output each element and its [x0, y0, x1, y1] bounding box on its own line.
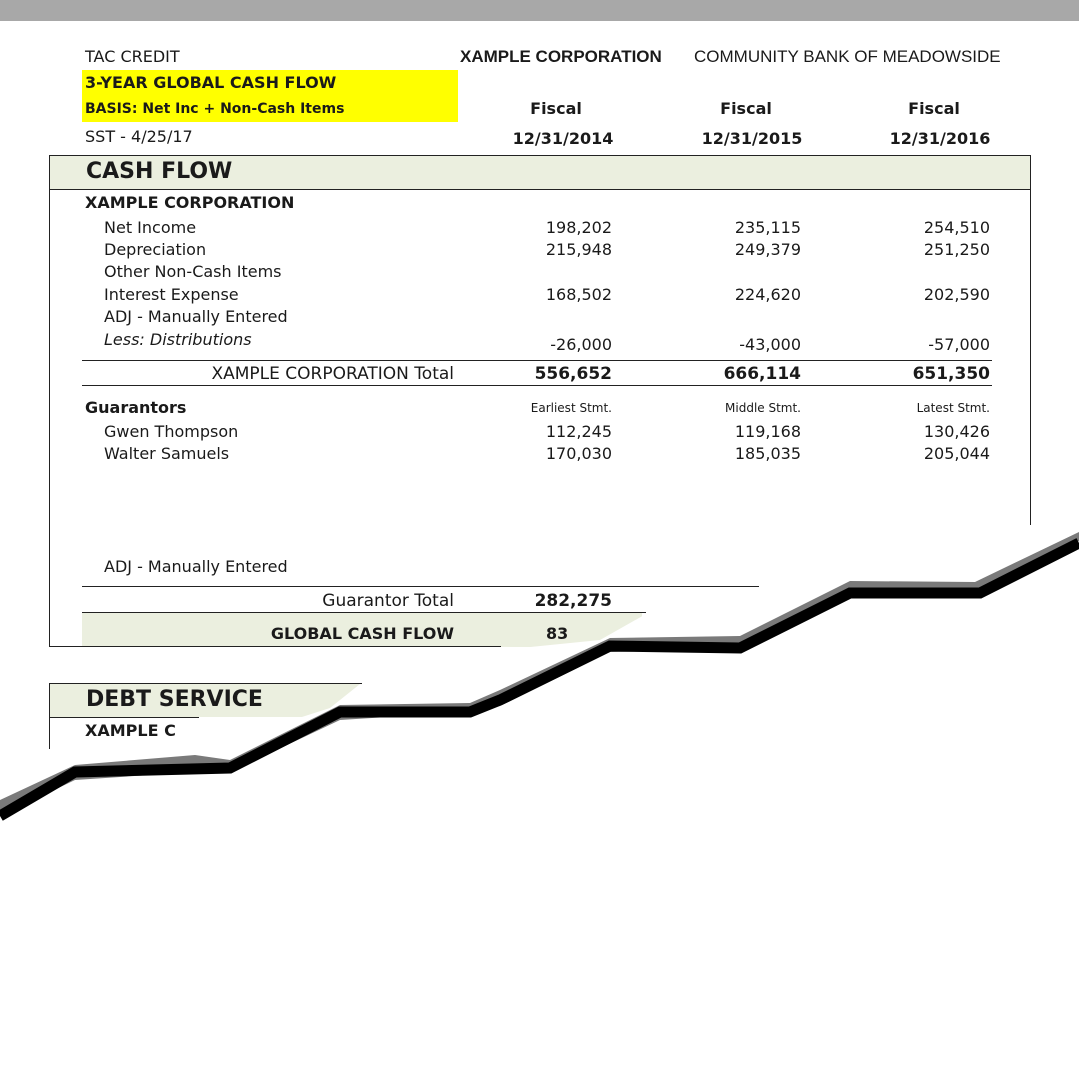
row-value: -57,000 [928, 335, 990, 354]
company-name: XAMPLE CORPORATION [460, 47, 662, 66]
entity-total-value: 666,114 [723, 364, 801, 384]
period-3-date: 12/31/2016 [889, 129, 991, 148]
row-value: 251,250 [923, 240, 990, 259]
row-value: 249,379 [734, 240, 801, 259]
stmt-label: Latest Stmt. [916, 401, 990, 415]
period-1-label: Fiscal [530, 99, 582, 118]
prepared-text: SST - 4/25/17 [85, 127, 193, 146]
entity-total-value: 556,652 [534, 364, 612, 384]
stmt-label: Middle Stmt. [725, 401, 801, 415]
global-cash-flow-partial: 83 [546, 624, 569, 643]
entity-total-value: 651,350 [912, 364, 990, 384]
row-value: -43,000 [739, 335, 801, 354]
guarantor-value: 170,030 [545, 444, 612, 463]
stmt-label: Earliest Stmt. [530, 401, 612, 415]
guarantor-value: 205,044 [923, 444, 990, 463]
left-title: TAC CREDIT [85, 47, 180, 66]
guarantor-name: Walter Samuels [104, 444, 230, 463]
row-value: 202,590 [923, 285, 990, 304]
row-label: Interest Expense [104, 285, 239, 304]
row-label: ADJ - Manually Entered [104, 307, 288, 326]
guarantor-value: 119,168 [734, 422, 801, 441]
debt-service-title: DEBT SERVICE [86, 687, 263, 712]
row-value: 235,115 [734, 218, 801, 237]
period-3-label: Fiscal [908, 99, 960, 118]
debt-entity-partial: XAMPLE C [85, 721, 176, 740]
period-2-date: 12/31/2015 [701, 129, 803, 148]
guarantor-value: 185,035 [734, 444, 801, 463]
row-label: Less: Distributions [104, 330, 252, 349]
row-value: 168,502 [545, 285, 612, 304]
period-2-label: Fiscal [720, 99, 772, 118]
guarantor-total-value: 282,275 [534, 591, 612, 611]
entity-name: XAMPLE CORPORATION [85, 193, 295, 212]
guarantor-total-label: Guarantor Total [322, 591, 454, 611]
guarantors-title: Guarantors [85, 398, 187, 417]
tear-cover-upper [0, 525, 1079, 1083]
row-value: -26,000 [550, 335, 612, 354]
basis-text: BASIS: Net Inc + Non-Cash Items [85, 101, 345, 117]
row-value: 198,202 [545, 218, 612, 237]
guarantor-name: Gwen Thompson [104, 422, 239, 441]
row-label: Depreciation [104, 240, 207, 259]
row-value: 254,510 [923, 218, 990, 237]
adj-label: ADJ - Manually Entered [104, 557, 288, 576]
row-value: 224,620 [734, 285, 801, 304]
row-value: 215,948 [545, 240, 612, 259]
cash-flow-title: CASH FLOW [86, 159, 233, 184]
period-1-date: 12/31/2014 [512, 129, 614, 148]
guarantor-value: 130,426 [923, 422, 990, 441]
entity-total-label: XAMPLE CORPORATION Total [211, 364, 454, 384]
guarantor-value: 112,245 [545, 422, 612, 441]
report-title: 3-YEAR GLOBAL CASH FLOW [85, 73, 337, 92]
bank-name: COMMUNITY BANK OF MEADOWSIDE [694, 47, 1001, 66]
global-cash-flow-label: GLOBAL CASH FLOW [270, 624, 454, 643]
row-label: Net Income [104, 218, 197, 237]
row-label: Other Non-Cash Items [104, 262, 282, 281]
